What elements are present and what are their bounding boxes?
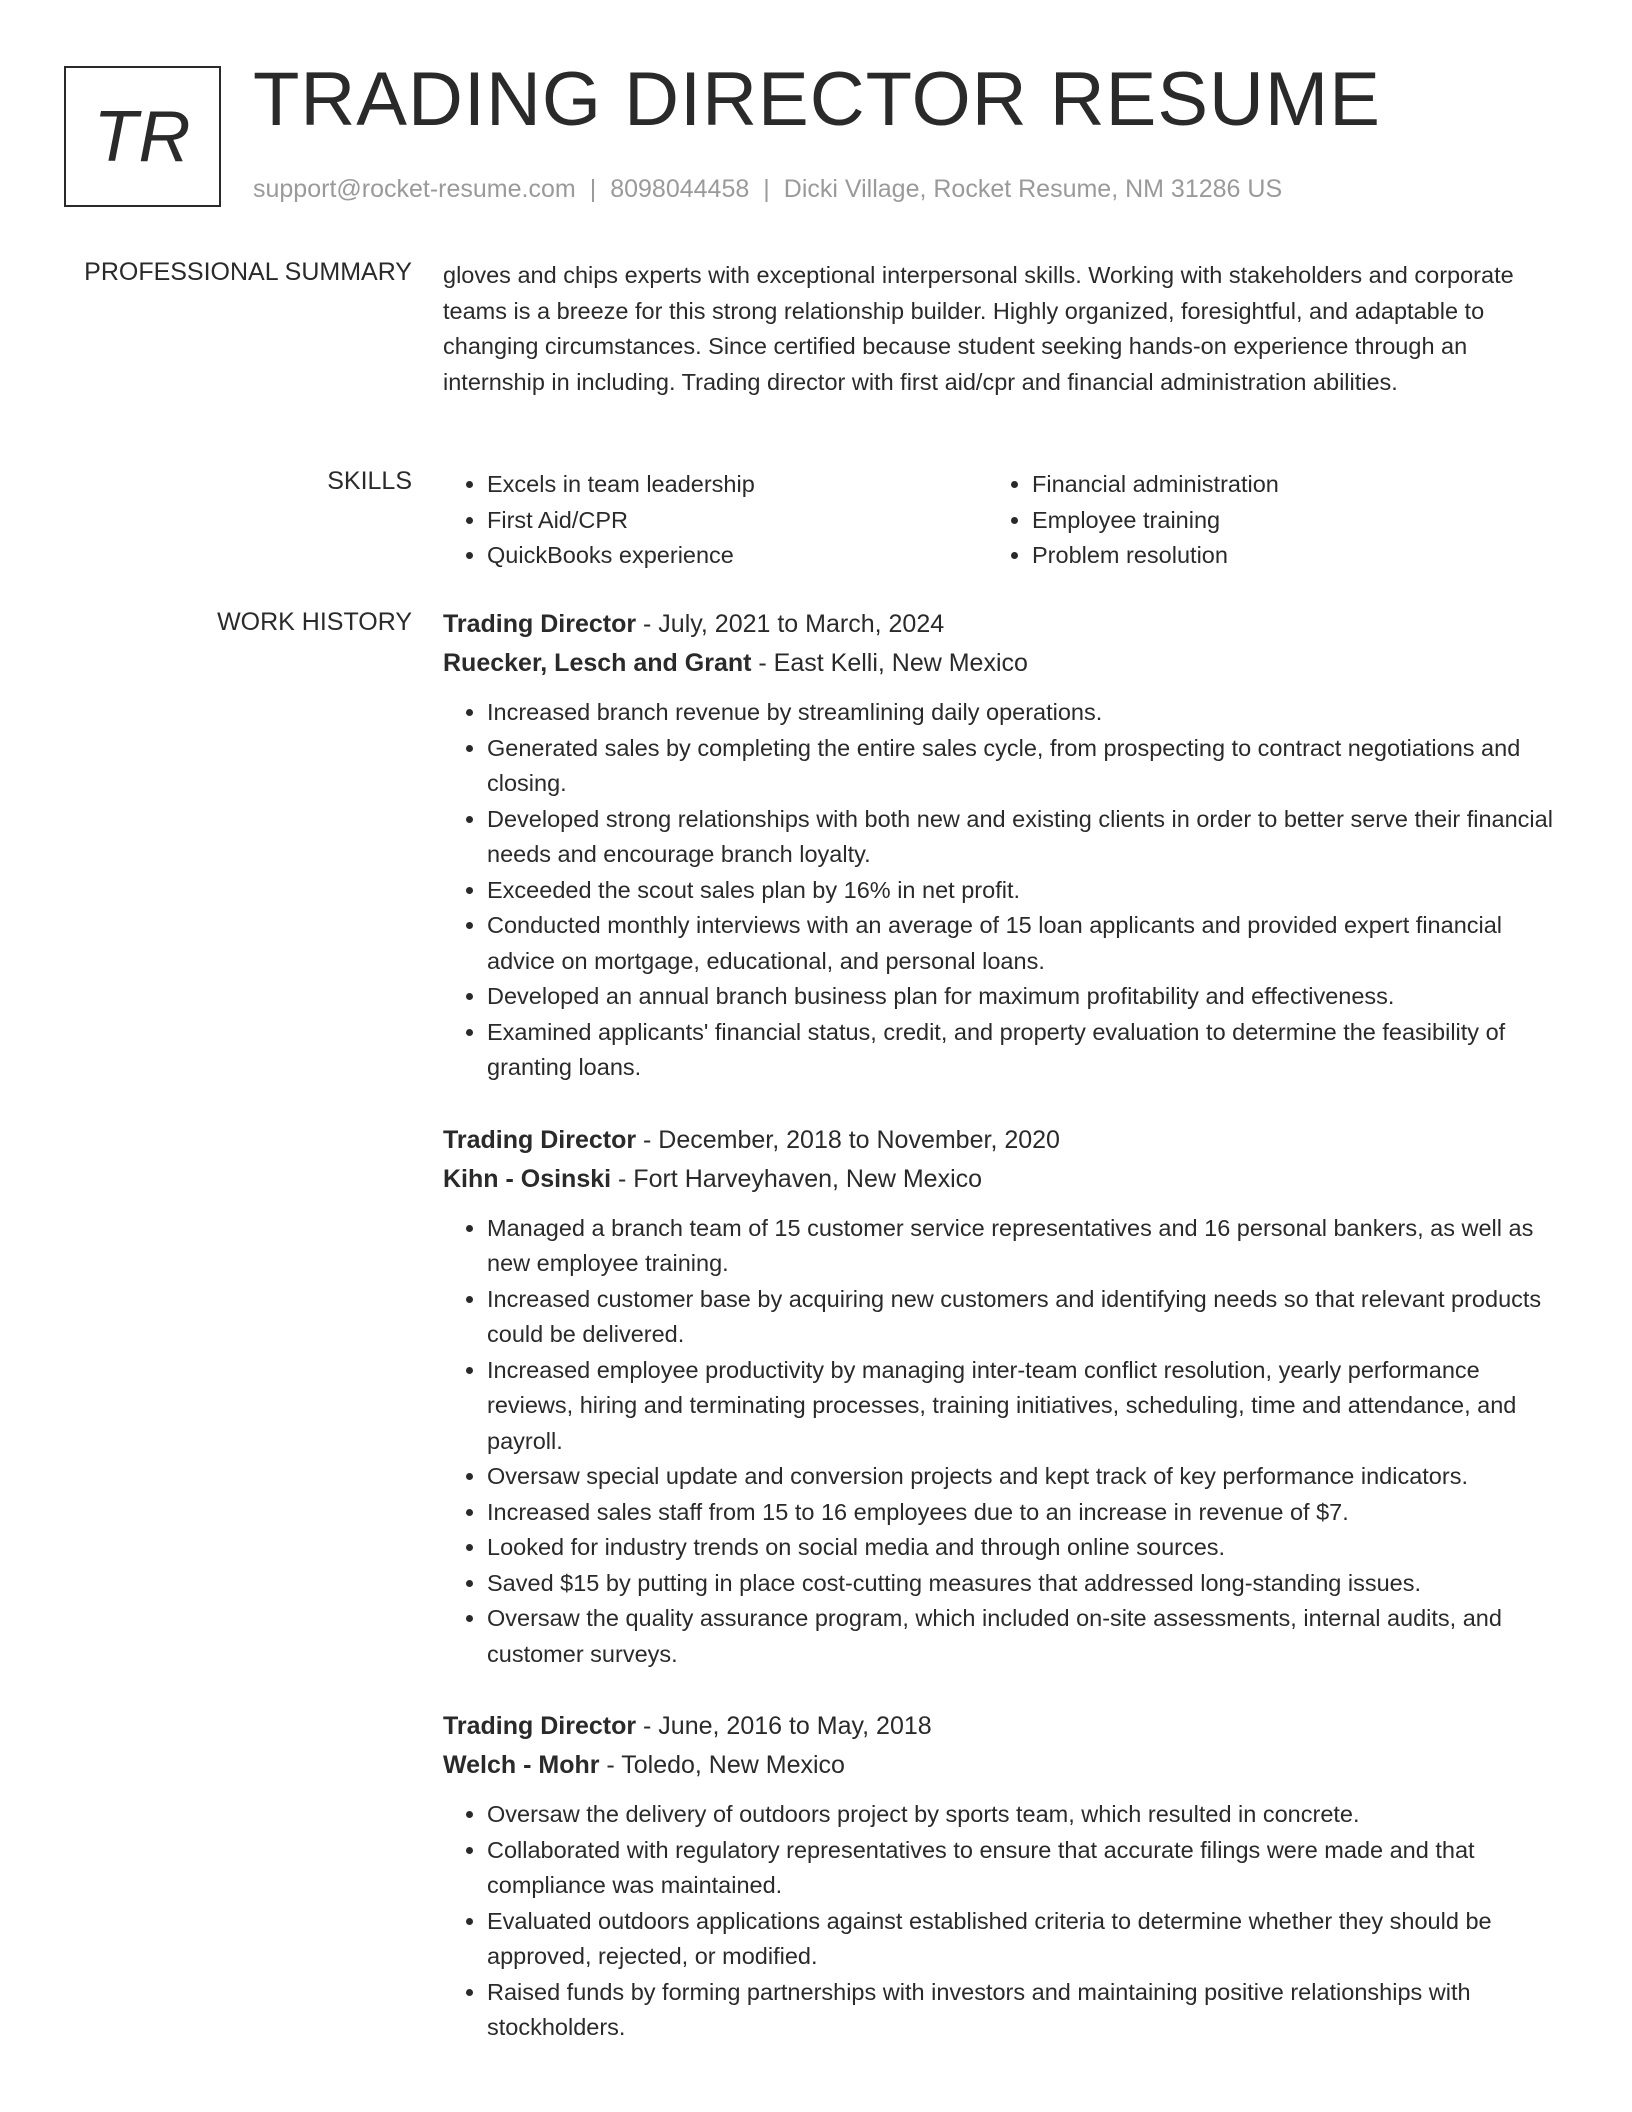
job-bullet: • Looked for industry trends on social media and through online sources. [487, 1530, 1553, 1566]
job-bullet: • Raised funds by forming partnerships with investors and maintaining positive relationships with stockholders. [487, 1975, 1553, 2046]
job-title-line [443, 1121, 1553, 1160]
job-bullet: • Evaluated outdoors applications against established criteria to determine whether they should be approved, rejected, or modified. [487, 1904, 1553, 1975]
job-bullet: • Exceeded the scout sales plan by 16% in net profit. [487, 873, 1553, 909]
job-title: Trading Director [443, 1712, 637, 1740]
job-company-line [443, 1746, 1553, 1785]
job-title: Trading Director [443, 610, 637, 638]
skills-section [443, 467, 1553, 574]
job-dates: - June, 2016 to May, 2018 [636, 1712, 932, 1740]
job-entry [443, 1121, 1553, 1673]
job-company-line [443, 1160, 1553, 1199]
job-bullet: • Developed an annual branch business plan for maximum profitability and effectiveness. [487, 979, 1553, 1015]
job-entry [443, 605, 1553, 1086]
job-location: - Toledo, New Mexico [599, 1751, 845, 1779]
job-company: Welch - Mohr [443, 1751, 600, 1779]
monogram-box [64, 66, 221, 207]
job-company-line [443, 644, 1553, 683]
skill-item: • Employee training [1032, 503, 1533, 539]
skill-item: • First Aid/CPR [487, 503, 988, 539]
skill-item: • QuickBooks experience [487, 538, 988, 574]
job-bullets [443, 695, 1553, 1086]
skills-list-left [443, 467, 988, 574]
summary-text: gloves and chips experts with exceptional interpersonal skills. Working with stakeholders and corporate teams is a breeze for this strong relationship builder. Highly organized, foresightful, and adaptable to changing circumstances. Since certified because student seeking hands-on experience through an internship in including. Trading director with first aid/cpr and financial administration abilities. [443, 262, 1514, 395]
job-location: - East Kelli, New Mexico [751, 649, 1028, 677]
job-bullet: • Saved $15 by putting in place cost-cutting measures that addressed long-standing issues. [487, 1566, 1553, 1602]
job-title-line [443, 605, 1553, 644]
job-bullet: • Increased sales staff from 15 to 16 employees due to an increase in revenue of $7. [487, 1495, 1553, 1531]
work-history-section [443, 605, 1553, 2081]
job-bullet: • Oversaw the quality assurance program, which included on-site assessments, internal audits, and customer surveys. [487, 1601, 1553, 1672]
skill-item: • Excels in team leadership [487, 467, 988, 503]
contact-separator: | [589, 175, 597, 203]
job-bullet: • Oversaw special update and conversion projects and kept track of key performance indicators. [487, 1459, 1553, 1495]
job-dates: - July, 2021 to March, 2024 [636, 610, 945, 638]
job-bullet: • Conducted monthly interviews with an average of 15 loan applicants and provided expert financial advice on mortgage, educational, and personal loans. [487, 908, 1553, 979]
job-bullets [443, 1211, 1553, 1673]
skill-item: • Financial administration [1032, 467, 1533, 503]
job-bullet: • Increased customer base by acquiring new customers and identifying needs so that relevant products could be delivered. [487, 1282, 1553, 1353]
skills-list-right [988, 467, 1533, 574]
summary-section [443, 258, 1553, 400]
contact-address: Dicki Village, Rocket Resume, NM 31286 US [783, 175, 1283, 203]
job-location: - Fort Harveyhaven, New Mexico [611, 1164, 983, 1193]
job-bullet: • Collaborated with regulatory representatives to ensure that accurate filings were made and that compliance was maintained. [487, 1833, 1553, 1904]
job-bullet: • Developed strong relationships with both new and existing clients in order to better serve their financial needs and encourage branch loyalty. [487, 802, 1553, 873]
work-history-section-label: WORK HISTORY [217, 608, 412, 636]
job-bullet: • Increased employee productivity by managing inter-team conflict resolution, yearly performance reviews, hiring and terminating processes, training initiatives, scheduling, time and attendance, and payroll. [487, 1353, 1553, 1460]
job-title-line [443, 1707, 1553, 1746]
contact-email[interactable]: support@rocket-resume.com [253, 175, 576, 203]
skills-section-label: SKILLS [327, 467, 412, 495]
contact-phone[interactable]: 8098044458 [610, 175, 750, 203]
job-bullet: • Increased branch revenue by streamlining daily operations. [487, 695, 1553, 731]
job-company: Ruecker, Lesch and Grant [443, 649, 752, 677]
job-title: Trading Director [443, 1125, 637, 1154]
job-company: Kihn - Osinski [443, 1164, 612, 1193]
summary-section-label: PROFESSIONAL SUMMARY [84, 258, 412, 286]
job-bullet: • Generated sales by completing the entire sales cycle, from prospecting to contract negotiations and closing. [487, 731, 1553, 802]
job-bullets [443, 1797, 1553, 2046]
contact-line [253, 175, 1282, 204]
job-entry [443, 1707, 1553, 2046]
job-bullet: • Managed a branch team of 15 customer service representatives and 16 personal bankers, as well as new employee training. [487, 1211, 1553, 1282]
job-bullet: • Examined applicants' financial status, credit, and property evaluation to determine the feasibility of granting loans. [487, 1015, 1553, 1086]
monogram-initials: TR [93, 96, 192, 177]
job-bullet: • Oversaw the delivery of outdoors project by sports team, which resulted in concrete. [487, 1797, 1553, 1833]
contact-separator: | [763, 175, 770, 203]
resume-title: TRADING DIRECTOR RESUME [253, 57, 1381, 142]
skill-item: • Problem resolution [1032, 538, 1533, 574]
job-dates: - December, 2018 to November, 2020 [636, 1125, 1060, 1154]
